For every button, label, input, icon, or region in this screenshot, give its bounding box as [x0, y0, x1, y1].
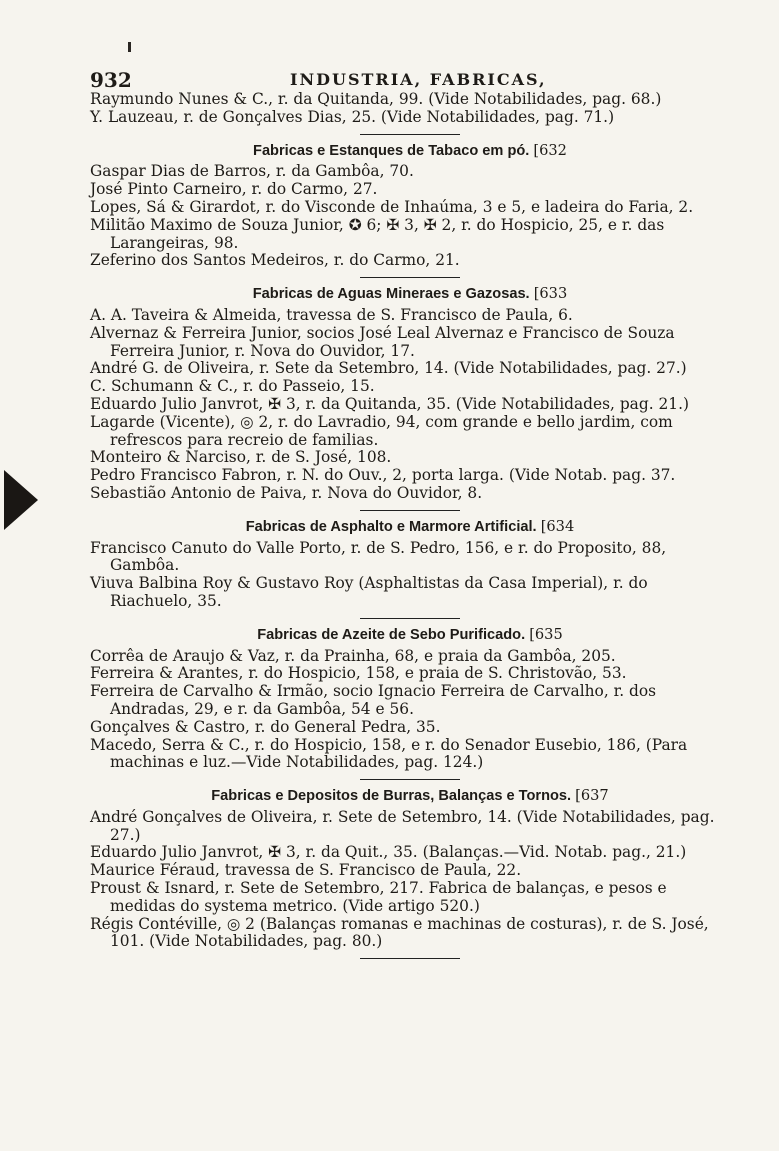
margin-arrow-icon	[4, 470, 38, 530]
section-heading-burras	[90, 787, 730, 806]
list-item: Zeferino dos Santos Medeiros, r. do Carmo, 21.	[90, 251, 460, 270]
list-item: Corrêa de Araujo & Vaz, r. da Prainha, 68, e praia da Gambôa, 205.	[90, 646, 616, 665]
section-title: Fabricas de Aguas Mineraes e Gazosas.	[252, 286, 530, 303]
list-item: Eduardo Julio Janvrot, ✠ 3, r. da Quitanda, 35. (Vide Notabilidades, pag. 21.)	[90, 394, 689, 413]
printer-mark	[128, 42, 131, 52]
section-divider	[360, 134, 460, 135]
section-number: [635	[529, 625, 563, 643]
section-heading-aguas	[90, 285, 730, 304]
section-number: [637	[575, 787, 609, 805]
directory-content	[90, 91, 730, 966]
list-item: Eduardo Julio Janvrot, ✠ 3, r. da Quit., 35. (Balanças.—Vid. Notab. pag., 21.)	[90, 843, 687, 862]
list-item: Raymundo Nunes & C., r. da Quitanda, 99. (Vide Notabilidades, pag. 68.)	[90, 90, 662, 108]
section-divider	[360, 510, 460, 511]
list-item: Pedro Francisco Fabron, r. N. do Ouv., 2, porta larga. (Vide Notab. pag. 37.	[90, 466, 676, 485]
list-item: Gaspar Dias de Barros, r. da Gambôa, 70.	[90, 162, 414, 181]
list-item: Monteiro & Narciso, r. de S. José, 108.	[90, 448, 392, 467]
page-header	[90, 68, 730, 90]
list-item: José Pinto Carneiro, r. do Carmo, 27.	[90, 180, 378, 199]
section-divider	[360, 277, 460, 278]
section-heading-azeite	[90, 626, 730, 645]
section-number: [632	[533, 141, 567, 159]
list-item: C. Schumann & C., r. do Passeio, 15.	[90, 377, 375, 396]
list-item: Lagarde (Vicente), ◎ 2, r. do Lavradio, 94, com grande e bello jardim, com refrescos para recreio de familias.	[90, 412, 673, 449]
section-divider	[360, 618, 460, 619]
section-number: [634	[540, 517, 575, 535]
list-item: Ferreira de Carvalho & Irmão, socio Ignacio Ferreira de Carvalho, r. dos Andradas, 29, e r. da Gambôa, 54 e 56.	[90, 682, 657, 718]
list-item: André Gonçalves de Oliveira, r. Sete de Setembro, 14. (Vide Notabilidades, pag. 27.)	[90, 807, 715, 844]
list-item: Maurice Féraud, travessa de S. Francisco de Paula, 22.	[90, 861, 522, 880]
list-item: Macedo, Serra & C., r. do Hospicio, 158, e r. do Senador Eusebio, 186, (Para machinas e luz.—Vide Notabilidades, pag. 124.)	[90, 735, 688, 772]
list-item: Y. Lauzeau, r. de Gonçalves Dias, 25. (Vide Notabilidades, pag. 71.)	[90, 107, 615, 126]
section-heading-asphalto	[90, 518, 730, 537]
list-item: André G. de Oliveira, r. Sete da Setembro, 14. (Vide Notabilidades, pag. 27.)	[90, 359, 687, 378]
list-item: A. A. Taveira & Almeida, travessa de S. Francisco de Paula, 6.	[90, 305, 573, 324]
list-item: Militão Maximo de Souza Junior, ✪ 6; ✠ 3, ✠ 2, r. do Hospicio, 25, e r. das Larangeiras, 98.	[90, 215, 665, 252]
list-item: Régis Contéville, ◎ 2 (Balanças romanas e machinas de costuras), r. de S. José, 101. (Vide Notabilidades, pag. 80.)	[90, 914, 709, 951]
section-divider	[360, 779, 460, 780]
section-title: Fabricas de Asphalto e Marmore Artificial.	[245, 518, 537, 535]
list-item: Viuva Balbina Roy & Gustavo Roy (Asphaltistas da Casa Imperial), r. do Riachuelo, 35.	[90, 574, 648, 610]
section-title: Fabricas e Estanques de Tabaco em pó.	[253, 142, 530, 159]
section-divider	[360, 958, 460, 959]
section-title: Fabricas de Azeite de Sebo Purificado.	[257, 626, 526, 643]
list-item: Alvernaz & Ferreira Junior, socios José Leal Alvernaz e Francisco de Souza Ferreira Junior, r. Nova do Ouvidor, 17.	[90, 323, 675, 360]
section-heading-tabaco	[90, 142, 730, 161]
list-item: Ferreira & Arantes, r. do Hospicio, 158, e praia de S. Christovão, 53.	[90, 664, 627, 683]
list-item: Sebastião Antonio de Paiva, r. Nova do Ouvidor, 8.	[90, 483, 483, 502]
list-item: Proust & Isnard, r. Sete de Setembro, 217. Fabrica de balanças, e pesos e medidas do systema metrico. (Vide artigo 520.)	[90, 879, 667, 915]
list-item: Gonçalves & Castro, r. do General Pedra, 35.	[90, 717, 441, 736]
list-item: Francisco Canuto do Valle Porto, r. de S. Pedro, 156, e r. do Proposito, 88, Gambôa.	[90, 538, 667, 575]
running-title: INDUSTRIA, FABRICAS,	[290, 70, 547, 89]
section-title: Fabricas e Depositos de Burras, Balanças e Tornos.	[211, 788, 572, 805]
page-number: 932	[90, 68, 132, 92]
section-number: [633	[533, 285, 568, 303]
list-item: Lopes, Sá & Girardot, r. do Visconde de Inhaúma, 3 e 5, e ladeira do Faria, 2.	[90, 197, 694, 216]
